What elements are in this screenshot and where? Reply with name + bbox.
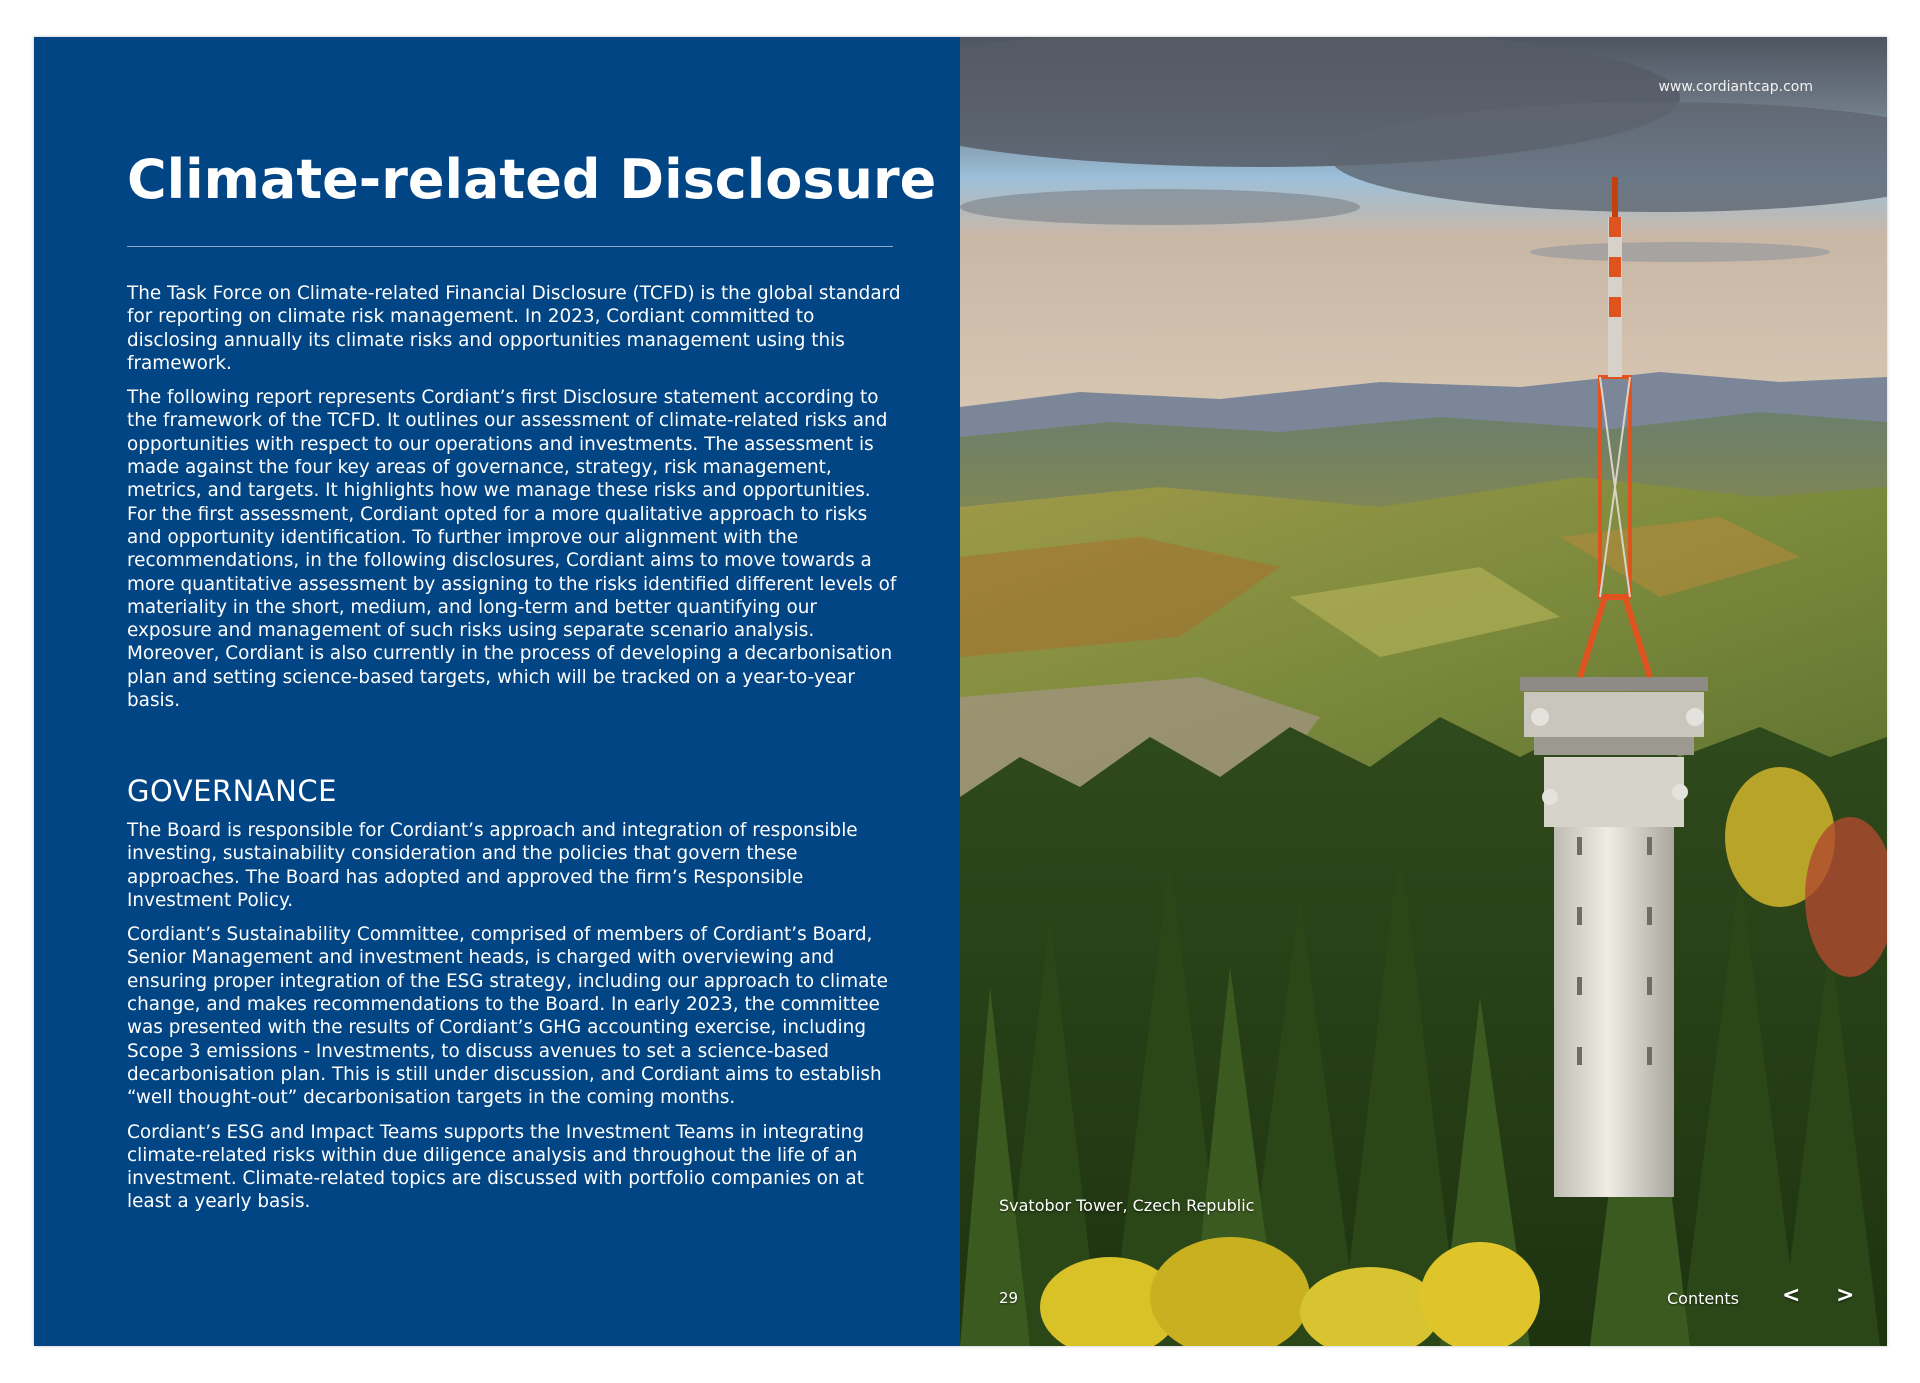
photo-page — [960, 37, 1887, 1346]
governance-paragraph: Cordiant’s Sustainability Committee, comprised of members of Cordiant’s Board, Senior Management and investment heads, is charged with overviewing and ensuring proper integration of the ESG strategy, including our approach to climate change, and makes recommendations to the Board. In early 2023, the committee was presented with the results of Cordiant’s GHG accounting exercise, including Scope 3 emissions - Investments, to discuss avenues to set a science-based decarbonisation plan. This is still under discussion, and Cordiant aims to establish “well thought-out” decarbonisation targets in the coming months. — [127, 924, 888, 1109]
governance-paragraph: Cordiant’s ESG and Impact Teams supports the Investment Teams in integrating climate-related risks within due diligence analysis and throughout the life of an investment. Climate-related topics are discussed with portfolio companies on at least a yearly basis. — [127, 1121, 865, 1213]
website-url[interactable]: www.cordiantcap.com — [1658, 79, 1813, 95]
contents-link[interactable]: Contents — [1667, 1289, 1739, 1308]
text-page — [34, 37, 960, 1346]
governance-section — [127, 819, 902, 1225]
governance-heading: GOVERNANCE — [127, 774, 337, 808]
photo-caption: Svatobor Tower, Czech Republic — [999, 1196, 1255, 1215]
page-title: Climate-related Disclosure — [127, 148, 937, 211]
previous-page-button[interactable]: < — [1782, 1283, 1801, 1308]
page-number: 29 — [999, 1289, 1019, 1307]
next-page-button[interactable]: > — [1836, 1283, 1855, 1308]
intro-paragraph: The following report represents Cordiant’s first Disclosure statement according to the framework of the TCFD. It outlines our assessment of climate-related risks and opportunities with respect to our operations and investments. The assessment is made against the four key areas of governance, strategy, risk management, metrics, and targets. It highlights how we manage these risks and opportunities. For the first assessment, Cordiant opted for a more qualitative approach to risks and opportunity identification. To further improve our alignment with the recommendations, in the following disclosures, Cordiant aims to move towards a more quantitative assessment by assigning to the risks identified different levels of materiality in the short, medium, and long-term and better quantifying our exposure and management of such risks using separate scenario analysis. Moreover, Cordiant is also currently in the process of developing a decarbonisation plan and setting science-based targets, which will be tracked on a year-to-year basis. — [127, 387, 897, 712]
intro-section — [127, 282, 902, 723]
title-divider — [127, 246, 893, 247]
intro-paragraph: The Task Force on Climate-related Financial Disclosure (TCFD) is the global standard for reporting on climate risk management. In 2023, Cordiant committed to disclosing annually its climate risks and opportunities management using this framework. — [127, 283, 901, 374]
document-spread — [34, 37, 1887, 1346]
governance-paragraph: The Board is responsible for Cordiant’s approach and integration of responsible investing, sustainability consideration and the policies that govern these approaches. The Board has adopted and approved the firm’s Responsible Investment Policy. — [127, 820, 858, 911]
tower-landscape-photo — [960, 37, 1887, 1346]
